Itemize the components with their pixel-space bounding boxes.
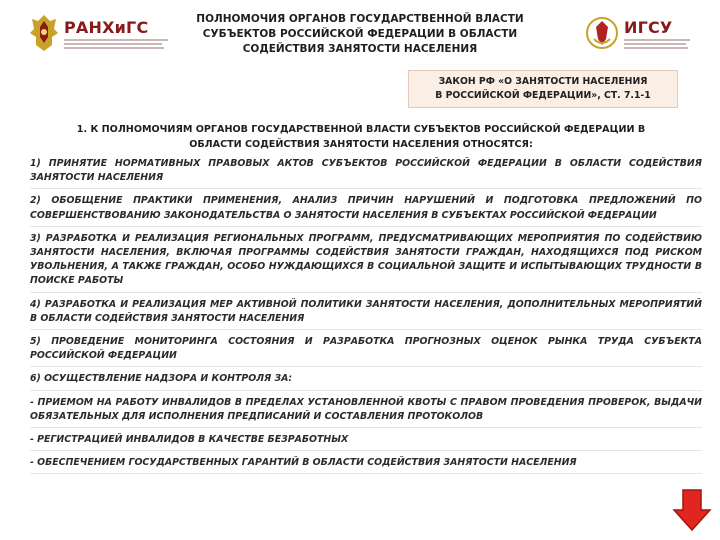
section-heading-line: ОБЛАСТИ СОДЕЙСТВИЯ ЗАНЯТОСТИ НАСЕЛЕНИЯ ОТНОСЯТСЯ: [189,139,533,150]
list-item: 2) ОБОБЩЕНИЕ ПРАКТИКИ ПРИМЕНЕНИЯ, АНАЛИЗ ПРИЧИН НАРУШЕНИЙ И ПОДГОТОВКА ПРЕДЛОЖЕНИЙ ПО СОВЕРШЕНСТВОВАНИЮ ЗАКОНОДАТЕЛЬСТВА О ЗАНЯТОСТИ НАСЕЛЕНИЯ В СУБЪЕКТАХ РОССИЙСКОЙ ФЕДЕРАЦИИ [30,194,702,226]
title-line: СУБЪЕКТОВ РОССИЙСКОЙ ФЕДЕРАЦИИ В ОБЛАСТИ [202,28,518,40]
powers-list [30,157,702,479]
law-reference-line: ЗАКОН РФ «О ЗАНЯТОСТИ НАСЕЛЕНИЯ [438,76,648,87]
list-item: 3) РАЗРАБОТКА И РЕАЛИЗАЦИЯ РЕГИОНАЛЬНЫХ ПРОГРАММ, ПРЕДУСМАТРИВАЮЩИХ МЕРОПРИЯТИЯ ПО СОДЕЙСТВИЮ ЗАНЯТОСТИ НАСЕЛЕНИЯ, ВКЛЮЧАЯ ПРОГРАММЫ СОДЕЙСТВИЯ ЗАНЯТОСТИ ГРАЖДАН, НАХОДЯЩИХСЯ ПОД РИСКОМ УВОЛЬНЕНИЯ, А ТАКЖЕ ГРАЖДАН, ОСОБО НУЖДАЮЩИХСЯ В СОЦИАЛЬНОЙ ЗАЩИТЕ И ИСПЫТЫВАЮЩИХ ТРУДНОСТИ В ПОИСКЕ РАБОТЫ [30,232,702,293]
law-reference-box [408,70,678,108]
list-item: 5) ПРОВЕДЕНИЕ МОНИТОРИНГА СОСТОЯНИЯ И РАЗРАБОТКА ПРОГНОЗНЫХ ОЦЕНОК РЫНКА ТРУДА СУБЪЕКТА РОССИЙСКОЙ ФЕДЕРАЦИИ [30,335,702,367]
igsu-logo-text: ИГСУ [624,18,673,37]
ranepa-logo [30,13,190,57]
igsu-logo [586,13,696,57]
igsu-logo-subtext [624,39,690,51]
list-item: - ОБЕСПЕЧЕНИЕМ ГОСУДАРСТВЕННЫХ ГАРАНТИЙ В ОБЛАСТИ СОДЕЙСТВИЯ ЗАНЯТОСТИ НАСЕЛЕНИЯ [30,456,702,474]
page-title [180,12,540,57]
igsu-emblem-icon [586,13,618,53]
section-heading-line: 1. К ПОЛНОМОЧИЯМ ОРГАНОВ ГОСУДАРСТВЕННОЙ ВЛАСТИ СУБЪЕКТОВ РОССИЙСКОЙ ФЕДЕРАЦИИ В [76,124,646,135]
list-item: 1) ПРИНЯТИЕ НОРМАТИВНЫХ ПРАВОВЫХ АКТОВ СУБЪЕКТОВ РОССИЙСКОЙ ФЕДЕРАЦИИ В ОБЛАСТИ СОДЕЙСТВИЯ ЗАНЯТОСТИ НАСЕЛЕНИЯ [30,157,702,189]
list-item: 6) ОСУЩЕСТВЛЕНИЕ НАДЗОРА И КОНТРОЛЯ ЗА: [30,372,702,390]
title-line: ПОЛНОМОЧИЯ ОРГАНОВ ГОСУДАРСТВЕННОЙ ВЛАСТИ [196,13,524,25]
next-slide-button[interactable] [672,488,712,536]
title-line: СОДЕЙСТВИЯ ЗАНЯТОСТИ НАСЕЛЕНИЯ [242,43,478,55]
list-item: 4) РАЗРАБОТКА И РЕАЛИЗАЦИЯ МЕР АКТИВНОЙ ПОЛИТИКИ ЗАНЯТОСТИ НАСЕЛЕНИЯ, ДОПОЛНИТЕЛЬНЫХ МЕРОПРИЯТИЙ В ОБЛАСТИ СОДЕЙСТВИЯ ЗАНЯТОСТИ НАСЕЛЕНИЯ [30,298,702,330]
eagle-emblem-icon [30,13,58,53]
list-item: - ПРИЕМОМ НА РАБОТУ ИНВАЛИДОВ В ПРЕДЕЛАХ УСТАНОВЛЕННОЙ КВОТЫ С ПРАВОМ ПРОВЕДЕНИЯ ПРОВЕРОК, ВЫДАЧИ ОБЯЗАТЕЛЬНЫХ ДЛЯ ИСПОЛНЕНИЯ ПРЕДПИСАНИЙ И СОСТАВЛЕНИЯ ПРОТОКОЛОВ [30,396,702,428]
list-item: - РЕГИСТРАЦИЕЙ ИНВАЛИДОВ В КАЧЕСТВЕ БЕЗРАБОТНЫХ [30,433,702,451]
arrow-down-icon [672,488,712,532]
law-reference-line: В РОССИЙСКОЙ ФЕДЕРАЦИИ», СТ. 7.1-1 [435,90,651,101]
ranepa-logo-subtext [64,39,168,51]
section-heading [30,122,692,152]
ranepa-logo-text: РАНХиГС [64,18,149,37]
